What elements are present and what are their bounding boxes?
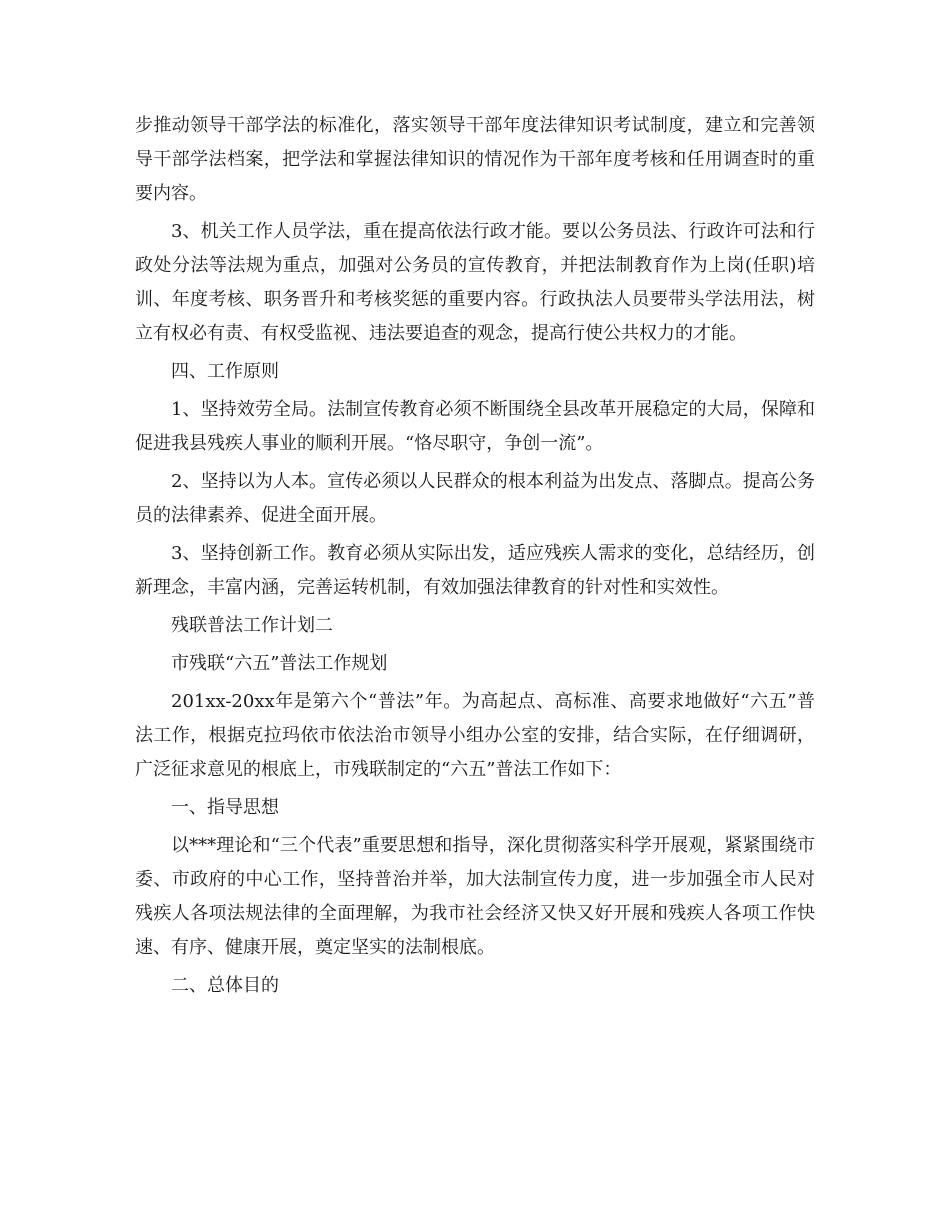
paragraph-2: 3、机关工作人员学法，重在提高依法行政才能。要以公务员法、行政许可法和行政处分法等法规为重点，加强对公务员的宣传教育，并把法制教育作为上岗(任职)培训、年度考核、职务晋升和考核奖惩的重要内容。行政执法人员要带头学法用法，树立有权必有责、有权受监视、违法要追查的观念，提高行使公共权力的才能。 <box>135 221 815 344</box>
paragraph-11: 以***理论和“三个代表”重要思想和指导，深化贯彻落实科学开展观，紧紧围绕市委、市政府的中心工作，坚持普治并举，加大法制宣传力度，进一步加强全市人民对残疾人各项法规法律的全面理解，为我市社会经济又快又好开展和残疾人各项工作快速、有序、健康开展，奠定坚实的法制根底。 <box>135 835 815 958</box>
section-heading-plan-two: 残联普法工作计划二 <box>171 615 333 636</box>
paragraph-9: 201xx-20xx年是第六个“普法”年。为高起点、高标准、高要求地做好“六五”普法工作，根据克拉玛依市依法治市领导小组办公室的安排，结合实际，在仔细调研，广泛征求意见的根底上，市残联制定的“六五”普法工作如下： <box>135 691 815 780</box>
paragraph-1: 步推动领导干部学法的标准化，落实领导干部年度法律知识考试制度，建立和完善领导干部学法档案，把学法和掌握法律知识的情况作为干部年度考核和任用调查时的重要内容。 <box>135 115 815 204</box>
document-body <box>135 109 815 1007</box>
paragraph-6: 3、坚持创新工作。教育必须从实际出发，适应残疾人需求的变化，总结经历，创新理念，丰富内涵，完善运转机制，有效加强法律教育的针对性和实效性。 <box>135 543 815 598</box>
section-heading-plan-title: 市残联“六五”普法工作规划 <box>171 653 388 674</box>
paragraph-4: 1、坚持效劳全局。法制宣传教育必须不断围绕全县改革开展稳定的大局，保障和促进我县残疾人事业的顺利开展。“恪尽职守，争创一流”。 <box>135 399 815 454</box>
section-heading-overall-goal: 二、总体目的 <box>171 975 279 996</box>
section-heading-guiding-thought: 一、指导思想 <box>171 797 279 818</box>
paragraph-5: 2、坚持以为人本。宣传必须以人民群众的根本利益为出发点、落脚点。提高公务员的法律素养、促进全面开展。 <box>135 471 815 526</box>
section-heading-principles: 四、工作原则 <box>171 361 279 382</box>
